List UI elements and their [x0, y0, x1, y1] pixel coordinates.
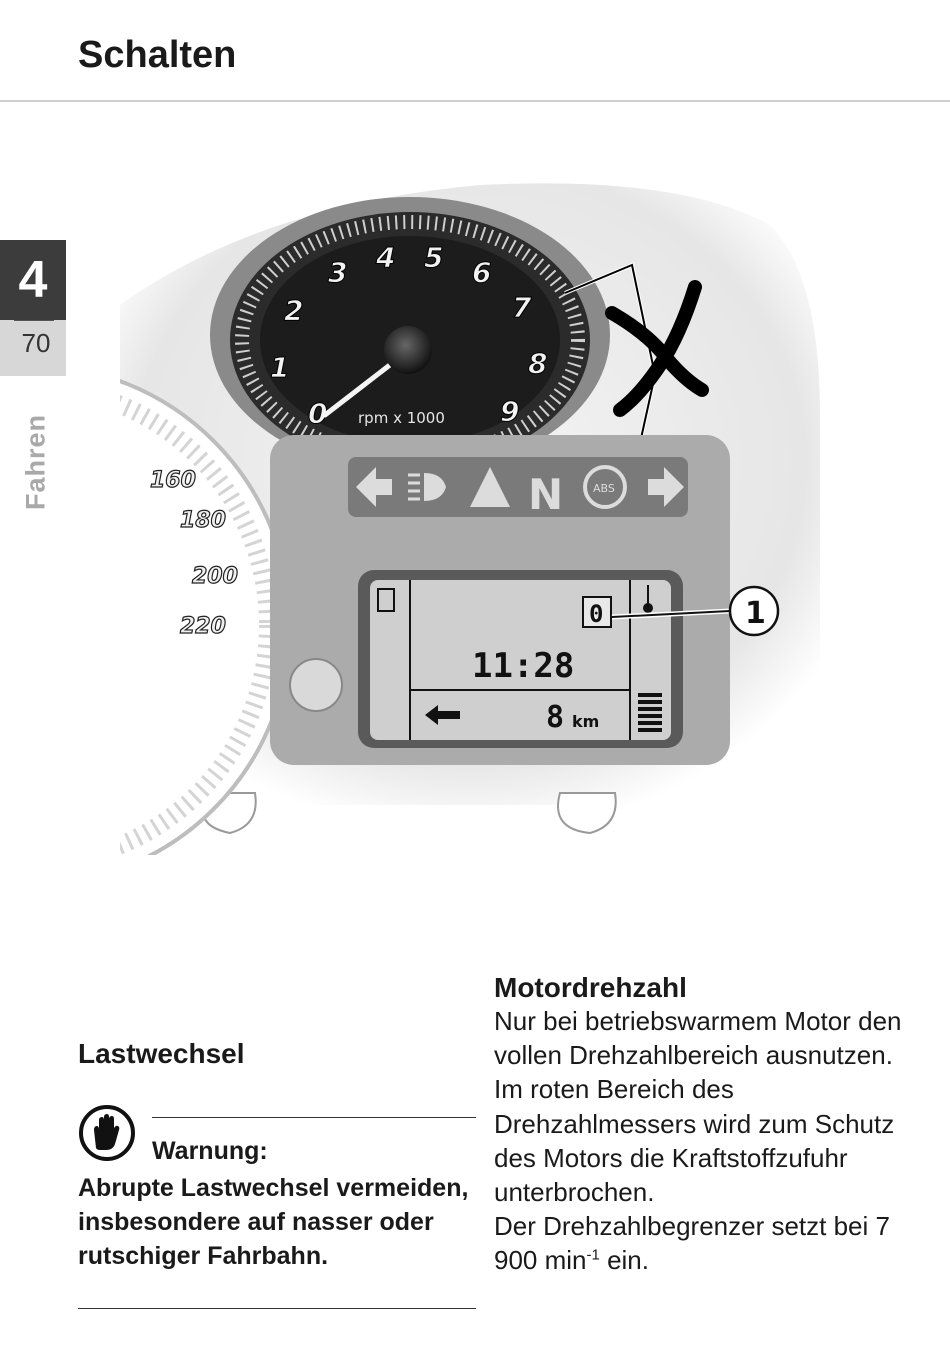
rpm-tick: 0	[308, 397, 328, 430]
tab-divider	[14, 320, 54, 321]
header-divider	[0, 100, 950, 102]
rpm-unit-label: rpm x 1000	[358, 409, 445, 427]
warning-hand-icon	[78, 1104, 136, 1162]
neutral-indicator: N	[528, 470, 564, 519]
rpm-tick: 3	[328, 256, 348, 289]
warning-bottom-rule	[78, 1308, 476, 1309]
section-label: Fahren	[20, 413, 51, 511]
heading-motordrehzahl: Motordrehzahl	[494, 972, 687, 1003]
speed-tick: 220	[180, 614, 226, 639]
reset-knob	[290, 659, 342, 711]
clock-display: 11:28	[472, 646, 575, 686]
speed-tick: 180	[180, 508, 226, 533]
distance-unit: km	[572, 712, 600, 731]
paragraph: Nur bei betriebswarmem Motor den vollen Drehzahlbereich ausnutzen.	[494, 1006, 902, 1071]
abs-label: ABS	[593, 482, 615, 495]
callout-number: 1	[745, 596, 766, 631]
rev-limiter-text-end: ein.	[599, 1245, 649, 1276]
rpm-tick: 8	[528, 347, 548, 380]
chapter-tab	[0, 240, 66, 376]
tachometer	[210, 197, 610, 473]
paragraph: Im roten Bereich des Drehzahlmessers wird zum Schutz des Motors die Kraftstoffzufuhr unterbrochen.	[494, 1074, 895, 1208]
needle-hub	[384, 326, 432, 374]
chapter-number: 4	[18, 251, 48, 309]
warning-label: Warnung:	[152, 1137, 268, 1165]
rpm-tick: 2	[284, 294, 304, 327]
warning-light-strip	[348, 457, 688, 517]
speed-tick: 200	[192, 564, 238, 589]
mount-tab-right	[558, 793, 616, 833]
page-number: 70	[21, 328, 51, 358]
rpm-tick: 4	[376, 241, 396, 274]
rpm-tick: 9	[500, 395, 520, 428]
motordrehzahl-text	[494, 1004, 914, 1278]
instrument-cluster-figure	[120, 165, 840, 855]
gear-indicator: 0	[589, 600, 604, 628]
warning-text: Abrupte Lastwechsel vermeiden, insbesondere auf nasser oder rutschiger Fahrbahn.	[78, 1174, 469, 1271]
chapter-number-block	[0, 240, 66, 320]
rpm-tick: 6	[472, 256, 492, 289]
speed-tick: 160	[150, 468, 196, 493]
rpm-tick: 1	[270, 351, 290, 384]
heading-lastwechsel: Lastwechsel	[78, 1038, 245, 1069]
rev-limiter-text: Der Drehzahlbegrenzer setzt bei 7 900 min	[494, 1211, 890, 1276]
superscript: -1	[586, 1246, 600, 1264]
distance-value: 8	[546, 700, 565, 735]
paragraph	[494, 1209, 914, 1277]
rpm-tick: 7	[512, 291, 532, 324]
page-title: Schalten	[78, 34, 237, 76]
rpm-tick: 5	[424, 241, 444, 274]
warning-top-rule	[152, 1117, 476, 1118]
